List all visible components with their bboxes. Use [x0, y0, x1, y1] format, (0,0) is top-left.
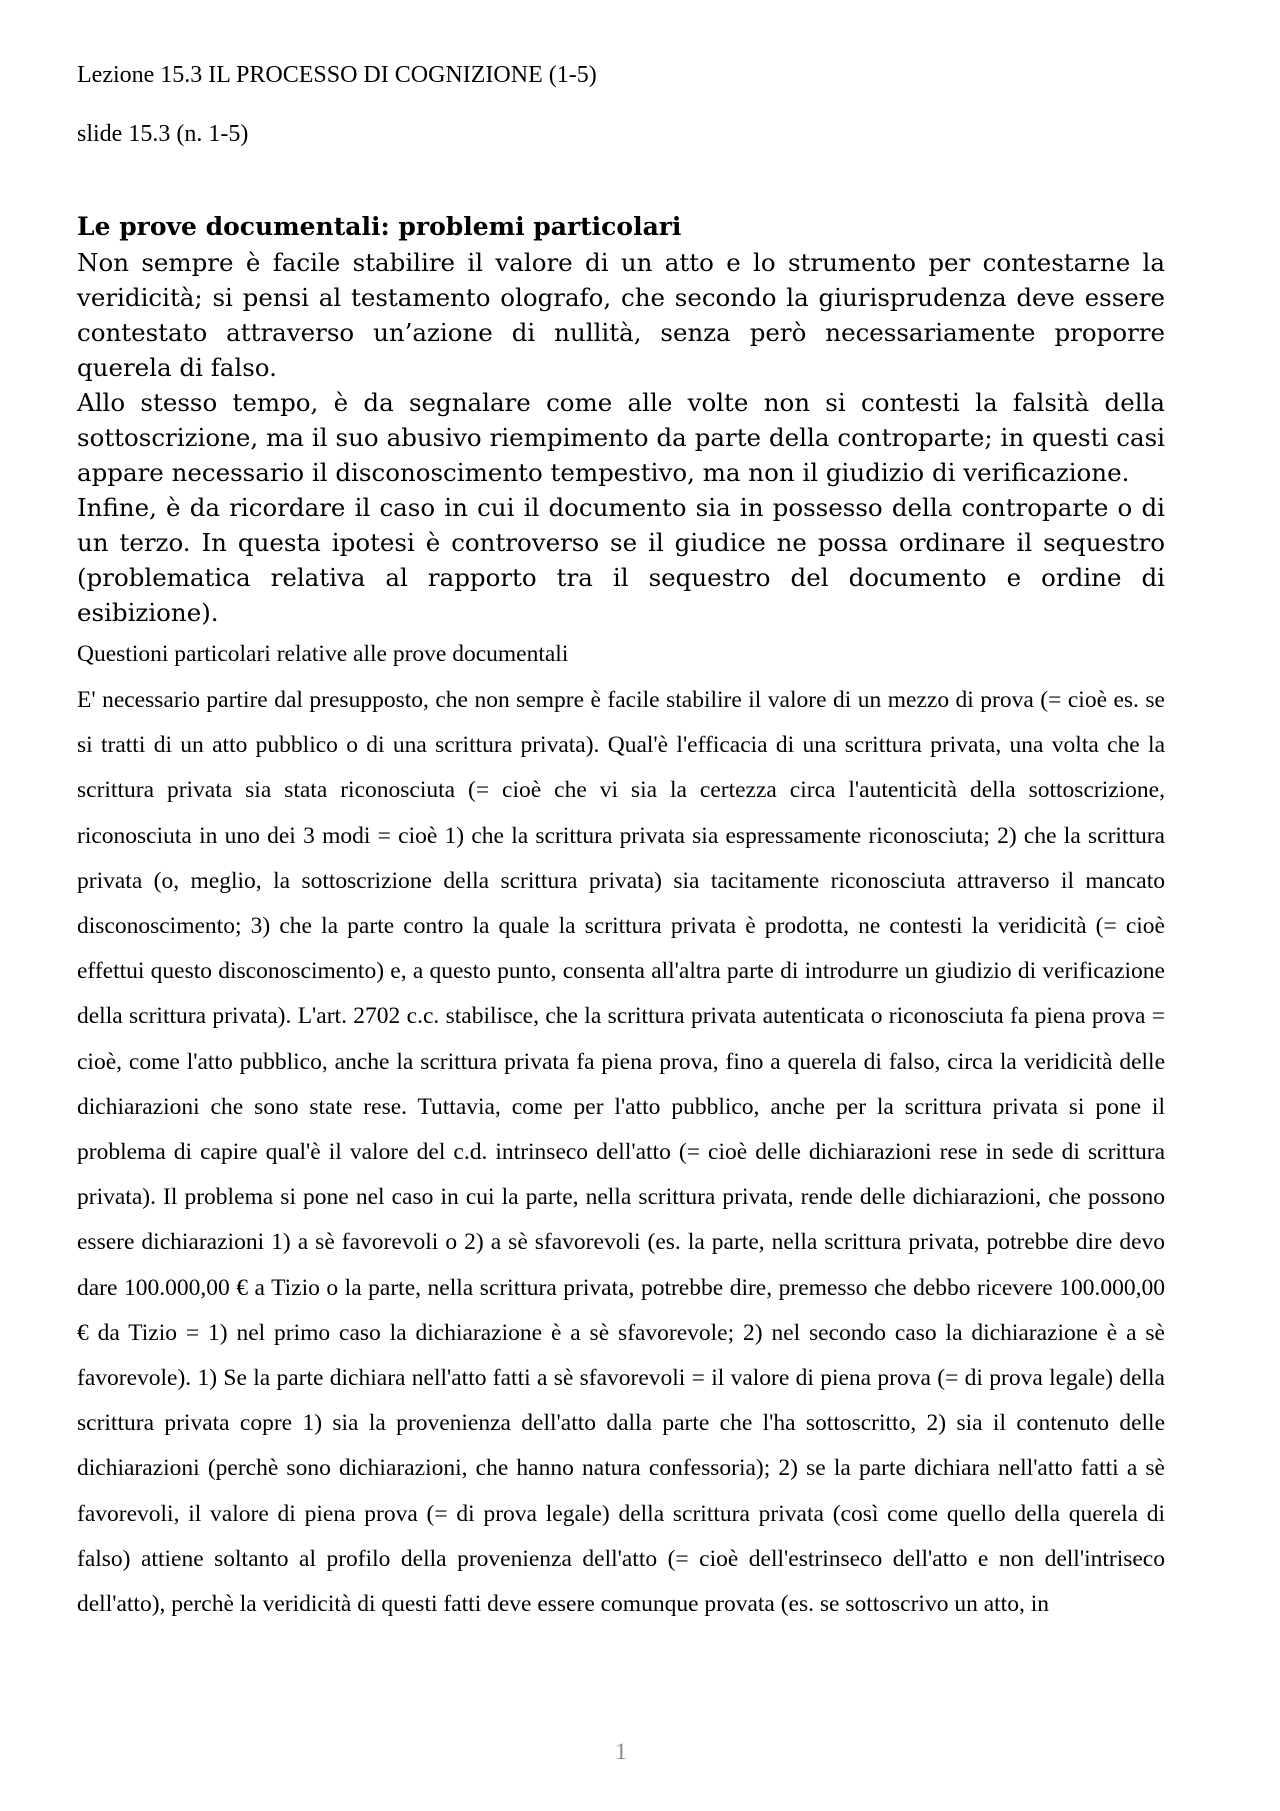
slide-reference: slide 15.3 (n. 1-5) — [77, 121, 249, 147]
body-paragraph: E' necessario partire dal presupposto, che non sempre è facile stabilire il valore di un mezzo di prova (= cioè es. se si tratti di un atto pubblico o di una scrittura privata). Qual'è l'efficacia di una scrittura privata, una volta che la scrittura privata sia stata riconosciuta (= cioè che vi sia la certezza circa l'autenticità della sottoscrizione, riconosciuta in uno dei 3 modi = cioè 1) che la scrittura privata sia espressamente riconosciuta; 2) che la scrittura privata (o, meglio, la sottoscrizione della scrittura privata) sia tacitamente riconosciuta attraverso il mancato disconoscimento; 3) che la parte contro la quale la scrittura privata è prodotta, ne contesti la veridicità (= cioè effettui questo disconoscimento) e, a questo punto, consenta all'altra parte di introdurre un giudizio di verificazione della scrittura privata). L'art. 2702 c.c. stabilisce, che la scrittura privata autenticata o riconosciuta fa piena prova = cioè, come l'atto pubblico, anche la scrittura privata fa piena prova, fino a querela di falso, circa la veridicità delle dichiarazioni che sono state rese. Tuttavia, come per l'atto pubblico, anche per la scrittura privata si pone il problema di capire qual'è il valore del c.d. intrinseco dell'atto (= cioè delle dichiarazioni rese in sede di scrittura privata). Il problema si pone nel caso in cui la parte, nella scrittura privata, rende delle dichiarazioni, che possono essere dichiarazioni 1) a sè favorevoli o 2) a sè sfavorevoli (es. la parte, nella scrittura privata, potrebbe dire devo dare 100.000,00 € a Tizio o la parte, nella scrittura privata, potrebbe dire, premesso che debbo ricevere 100.000,00 € da Tizio = 1) nel primo caso la dichiarazione è a sè sfavorevole; 2) nel secondo caso la dichiarazione è a sè favorevole). 1) Se la parte dichiara nell'atto fatti a sè sfavorevoli = il valore di piena prova (= di prova legale) della scrittura privata copre 1) sia la provenienza dell'atto dalla parte che l'ha sottoscritto, 2) sia il contenuto delle dichiarazioni (perchè sono dichiarazioni, che hanno natura confessoria); 2) se la parte dichiara nell'atto fatti a sè favorevoli, il valore di piena prova (= di prova legale) della scrittura privata (così come quello della querela di falso) attiene soltanto al profilo della provenienza dell'atto (= cioè dell'estrinseco dell'atto e non dell'intriseco dell'atto), perchè la veridicità di questi fatti deve essere comunque provata (es. se sottoscrivo un atto, in — [77, 687, 1165, 1618]
lesson-title: Lezione 15.3 IL PROCESSO DI COGNIZIONE (1-5) — [77, 62, 597, 88]
summary-block — [77, 245, 1165, 630]
summary-paragraph: Allo stesso tempo, è da segnalare come alle volte non si contesti la falsità della sottoscrizione, ma il suo abusivo riempimento da parte della controparte; in questi casi appare necessario il disconoscimento tempestivo, ma non il giudizio di verificazione. — [77, 388, 1165, 487]
page-number: 1 — [615, 1739, 627, 1764]
summary-paragraph: Infine, è da ricordare il caso in cui il documento sia in possesso della controparte o di un terzo. In questa ipotesi è controverso se il giudice ne possa ordinare il sequestro (problematica relativa al rapporto tra il sequestro del documento e ordine di esibizione). — [77, 493, 1165, 627]
summary-paragraph: Non sempre è facile stabilire il valore di un atto e lo strumento per contestarne la veridicità; si pensi al testamento olografo, che secondo la giurisprudenza deve essere contestato attraverso un’azione di nullità, senza però necessariamente proporre querela di falso. — [77, 248, 1165, 382]
subsection-title: Questioni particolari relative alle prove documentali — [77, 641, 569, 667]
section-title: Le prove documentali: problemi particolari — [77, 212, 682, 241]
